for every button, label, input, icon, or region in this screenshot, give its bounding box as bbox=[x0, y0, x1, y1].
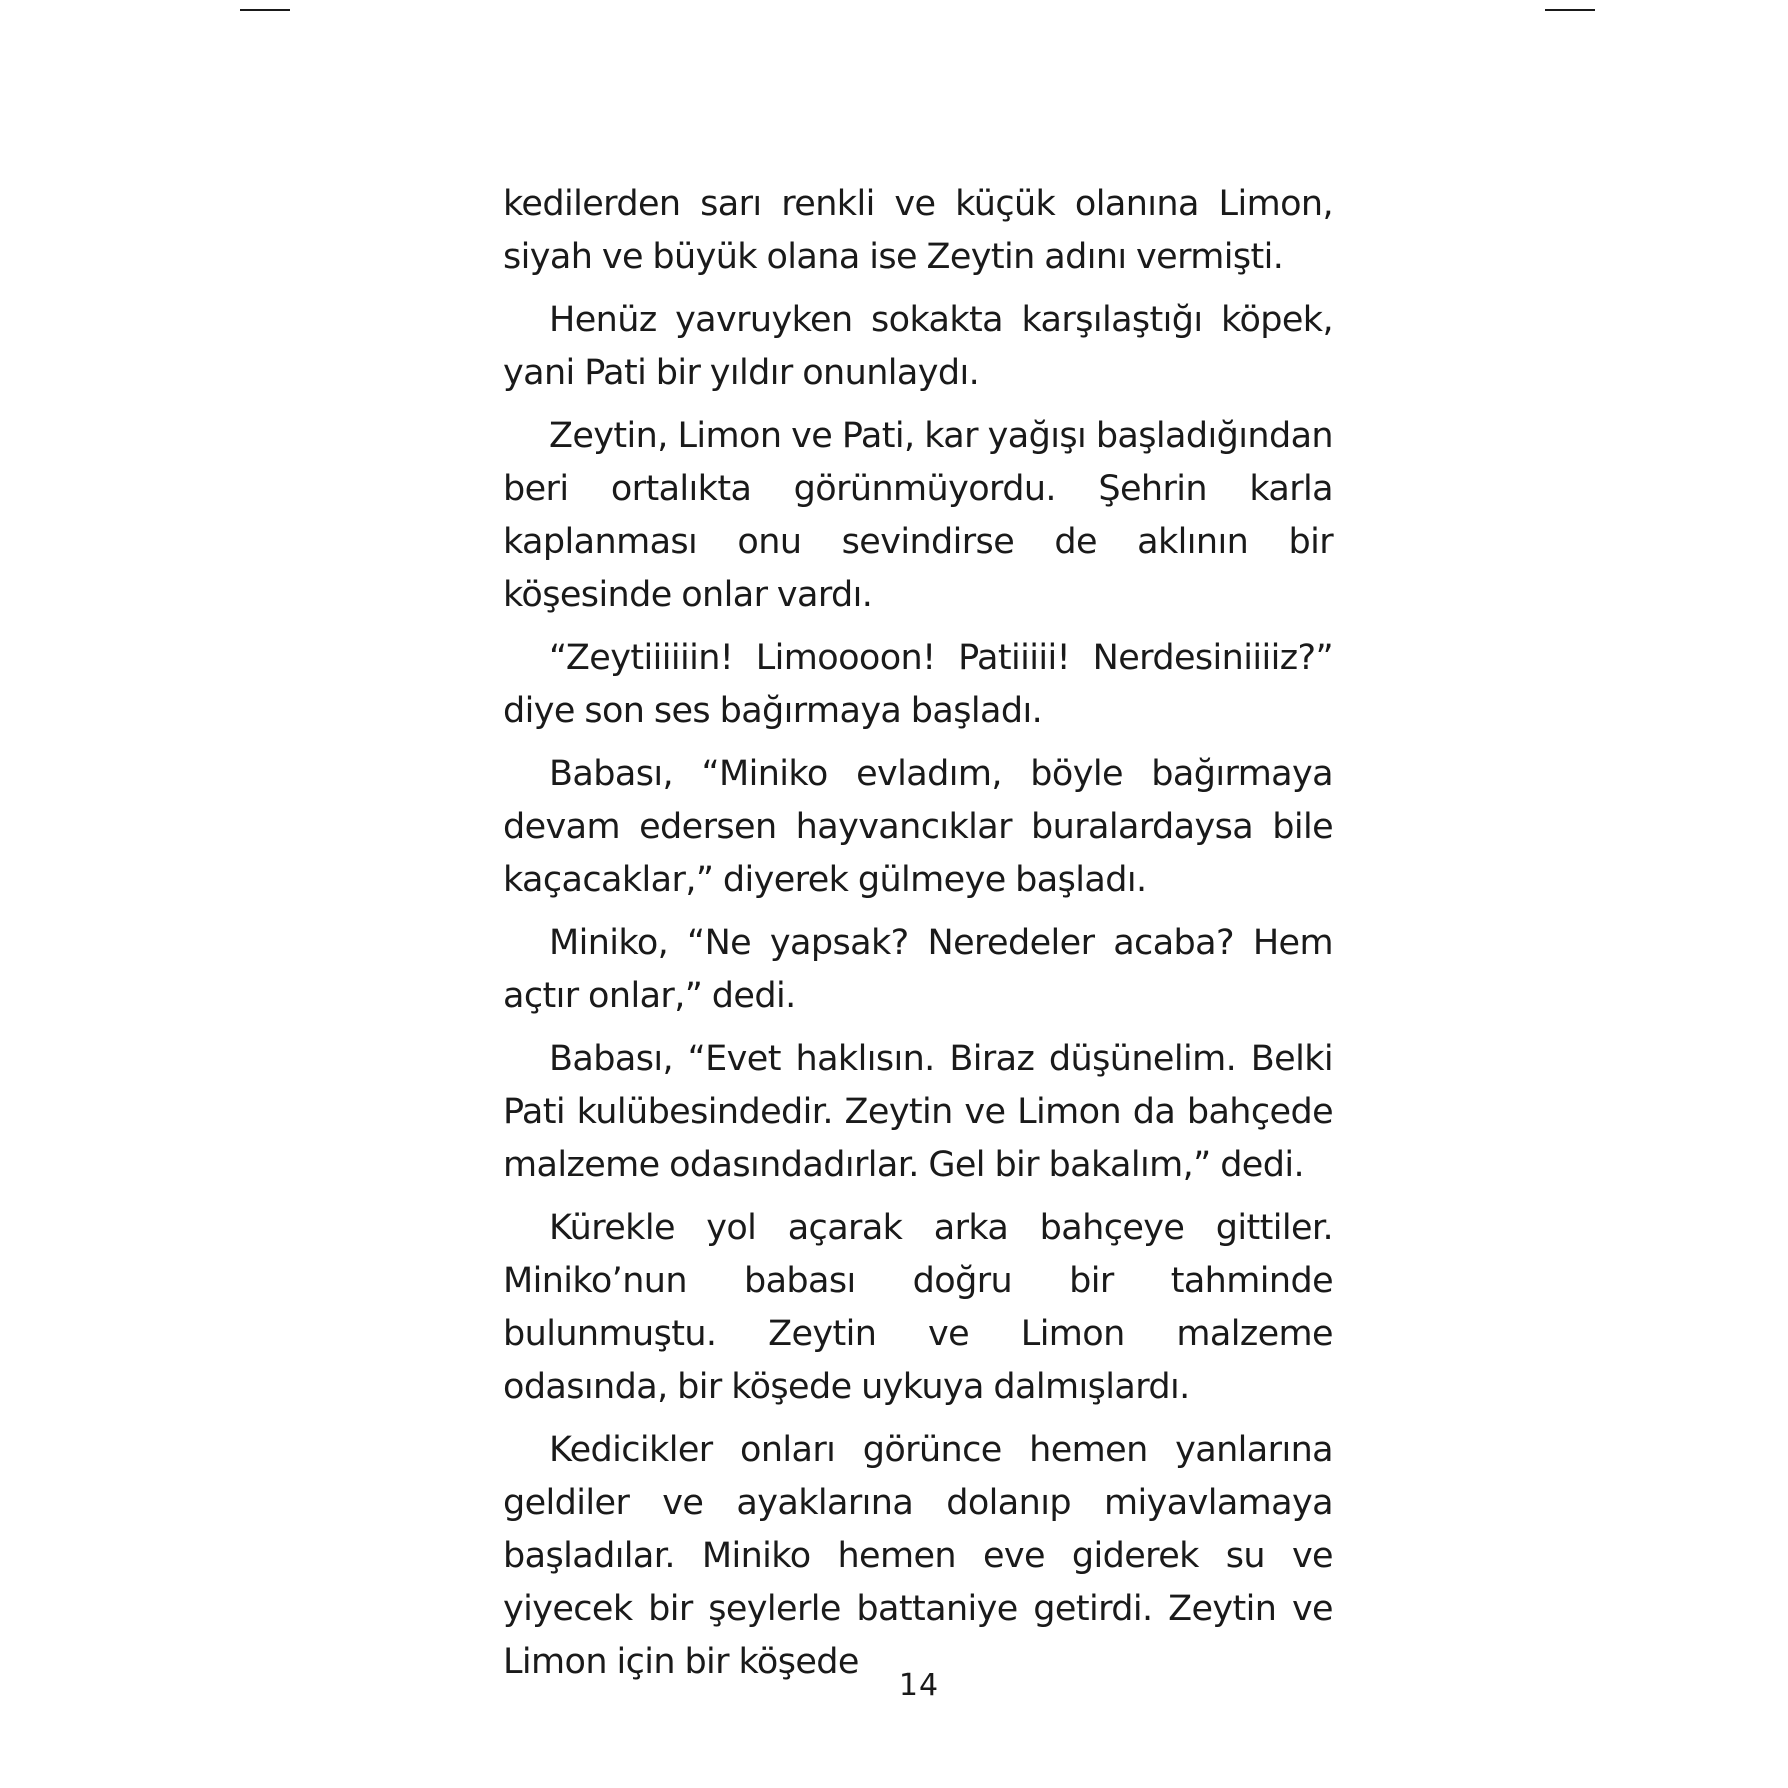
paragraph: kedilerden sarı renkli ve küçük olanına Limon, siyah ve büyük olana ise Zeytin adını vermişti. bbox=[503, 184, 1333, 277]
crop-mark-right bbox=[1545, 9, 1595, 11]
crop-mark-left bbox=[240, 9, 290, 11]
body-text bbox=[503, 178, 1333, 1699]
page-number: 14 bbox=[898, 1668, 940, 1703]
paragraph: Babası, “Miniko evladım, böyle bağırmaya devam edersen hayvancıklar buralardaysa bile kaçacaklar,” diyerek gülmeye başladı. bbox=[503, 754, 1333, 900]
paragraph: Kedicikler onları görünce hemen yanlarına geldiler ve ayaklarına dolanıp miyavlamaya başladılar. Miniko hemen eve giderek su ve yiyecek bir şeylerle battaniye getirdi. Zeytin ve Limon için bir köşede bbox=[503, 1430, 1333, 1682]
paragraph: “Zeytiiiiiin! Limoooon! Patiiiii! Nerdesiniiiiz?” diye son ses bağırmaya başladı. bbox=[503, 638, 1333, 731]
paragraph: Kürekle yol açarak arka bahçeye gittiler. Miniko’nun babası doğru bir tahminde bulunmuştu. Zeytin ve Limon malzeme odasında, bir köşede uykuya dalmışlardı. bbox=[503, 1208, 1333, 1407]
paragraph: Miniko, “Ne yapsak? Neredeler acaba? Hem açtır onlar,” dedi. bbox=[503, 923, 1333, 1016]
paragraph: Zeytin, Limon ve Pati, kar yağışı başladığından beri ortalıkta görünmüyordu. Şehrin karla kaplanması onu sevindirse de aklının bir köşesinde onlar vardı. bbox=[503, 416, 1333, 615]
paragraph: Babası, “Evet haklısın. Biraz düşünelim. Belki Pati kulübesindedir. Zeytin ve Limon da bahçede malzeme odasındadırlar. Gel bir bakalım,” dedi. bbox=[503, 1039, 1333, 1185]
paragraph: Henüz yavruyken sokakta karşılaştığı köpek, yani Pati bir yıldır onunlaydı. bbox=[503, 300, 1333, 393]
